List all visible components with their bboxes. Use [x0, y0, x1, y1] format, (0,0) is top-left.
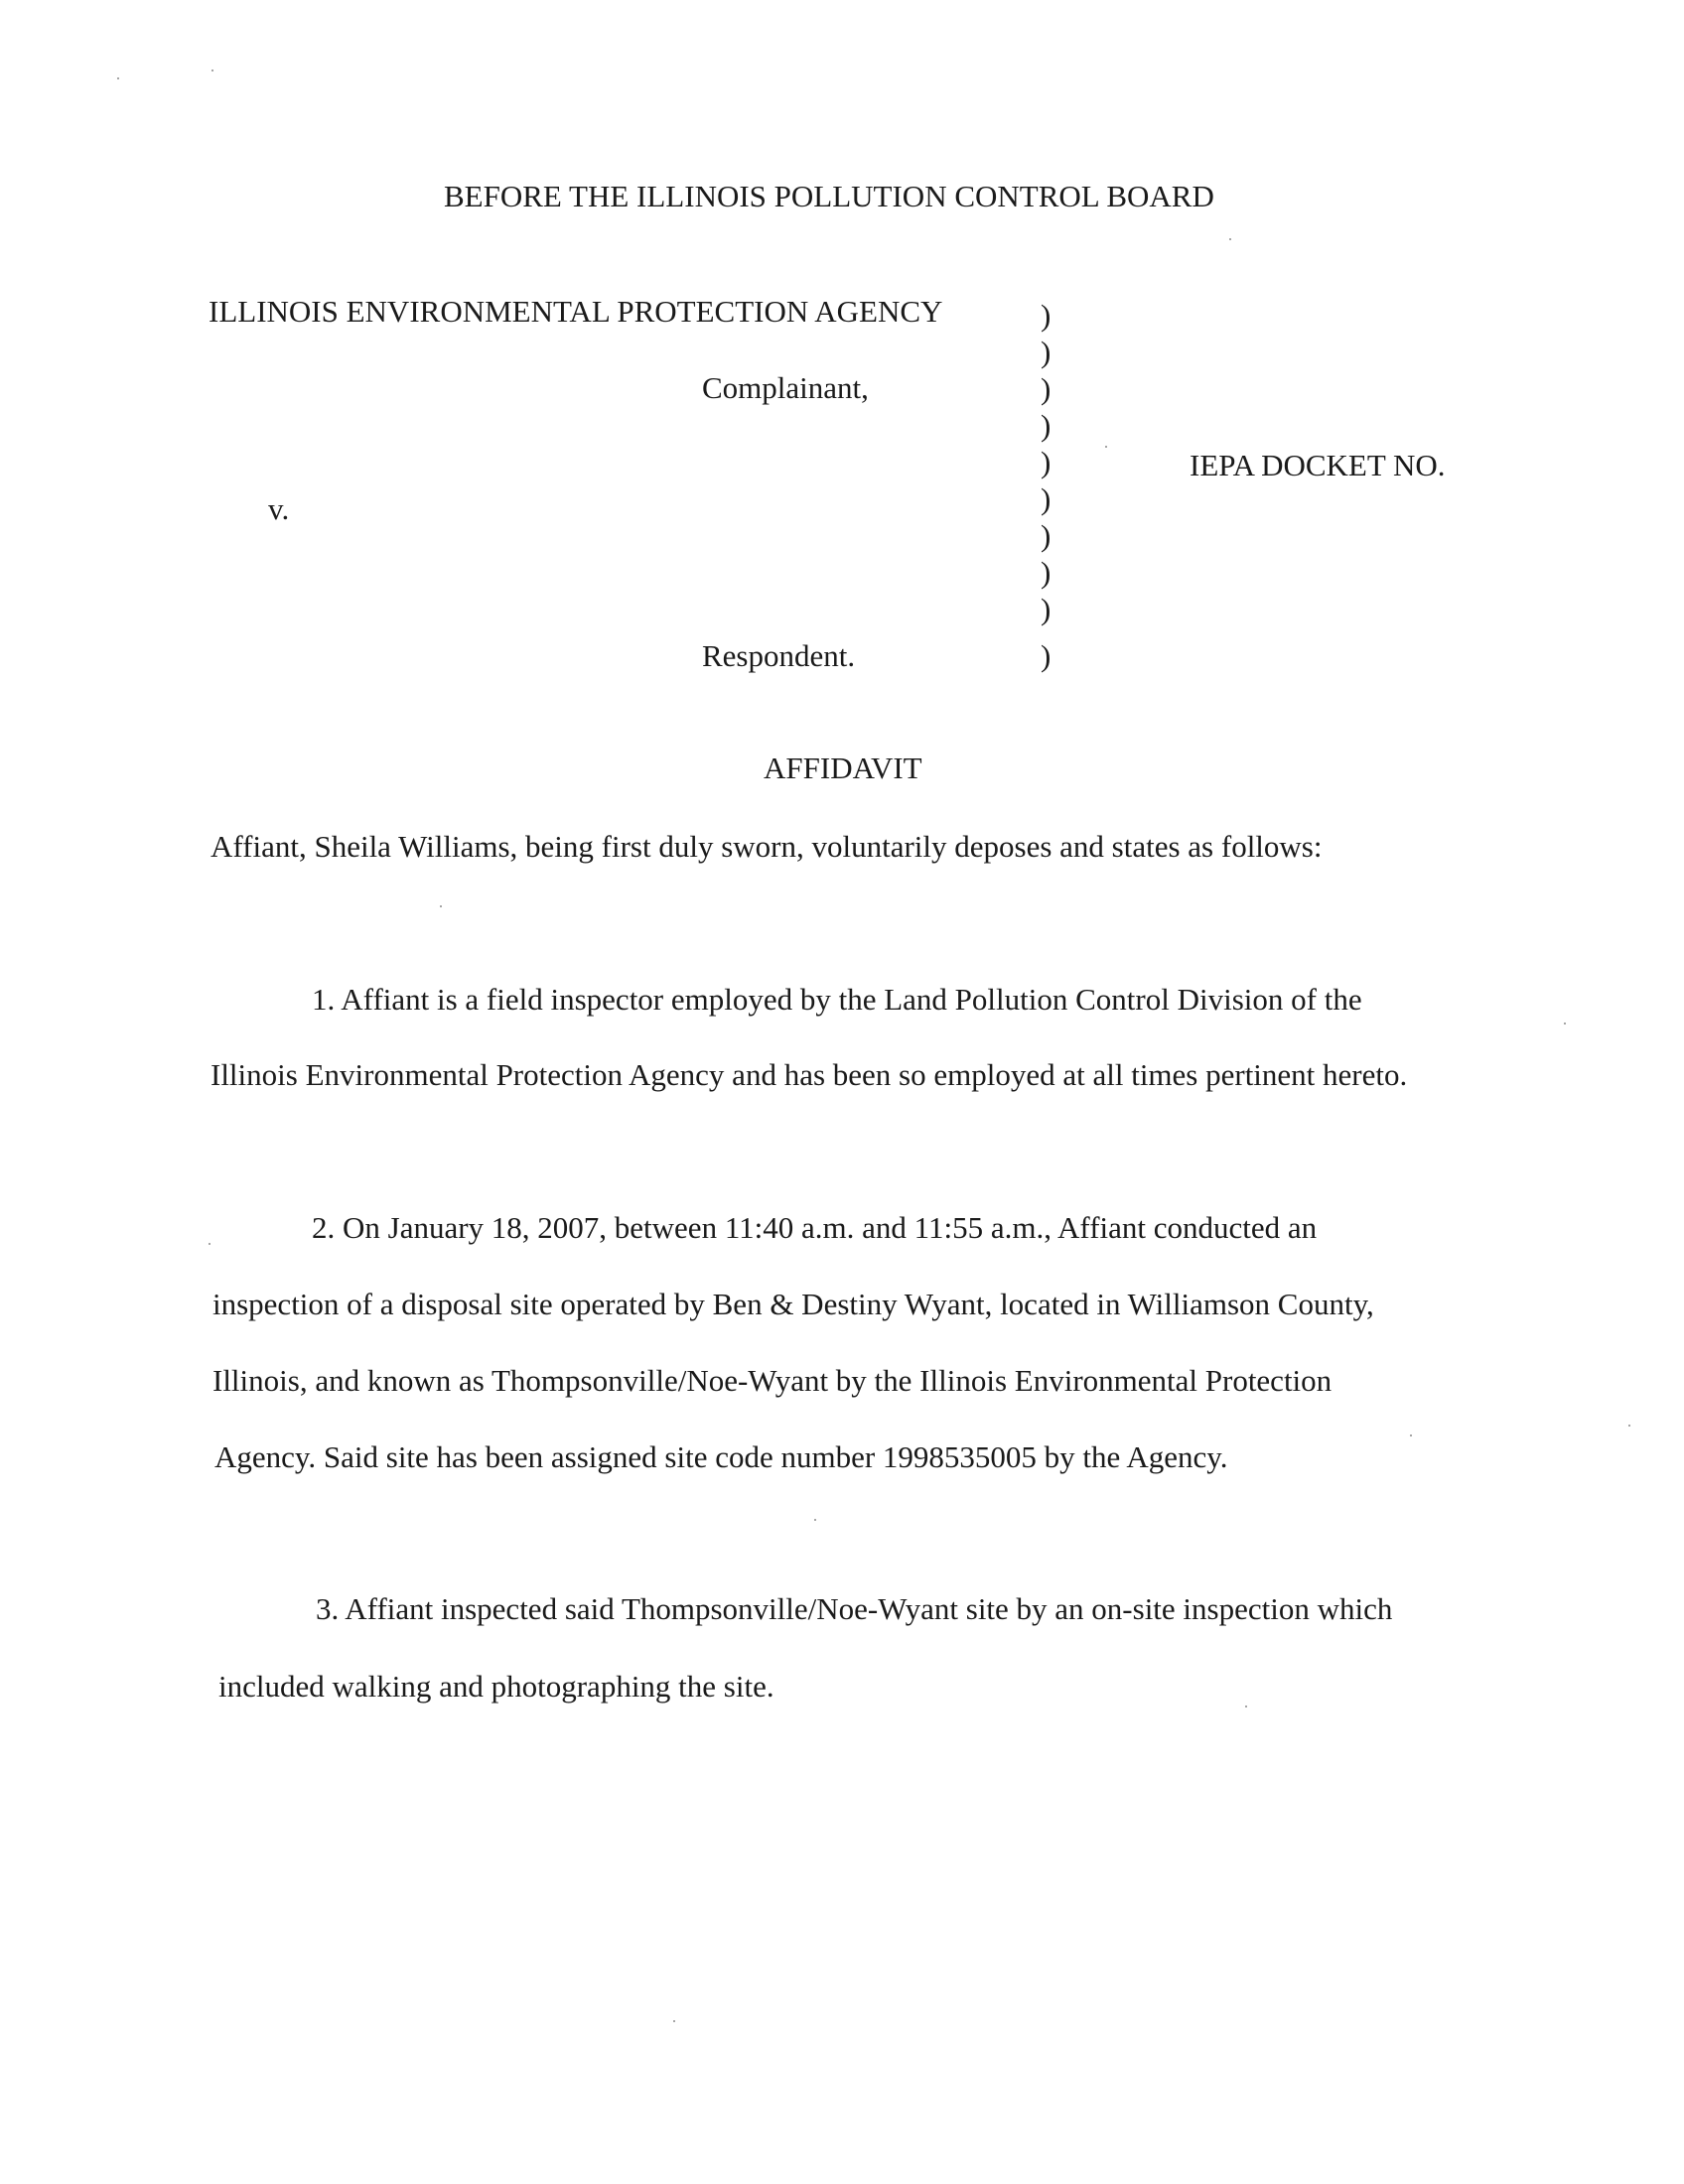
paragraph-1-line: Illinois Environmental Protection Agency and has been so employed at all times pertinent hereto.	[210, 1057, 1408, 1092]
caption-paren: )	[1041, 371, 1052, 406]
document-heading: BEFORE THE ILLINOIS POLLUTION CONTROL BOARD	[444, 179, 1214, 213]
scan-speck	[209, 1243, 210, 1245]
scan-speck	[1410, 1434, 1412, 1436]
paragraph-2-line: Illinois, and known as Thompsonville/Noe-Wyant by the Illinois Environmental Protection	[212, 1363, 1333, 1398]
caption-paren: )	[1041, 638, 1052, 673]
caption-paren: )	[1041, 592, 1052, 626]
scan-speck	[1564, 1023, 1566, 1024]
paragraph-2-line: 2. On January 18, 2007, between 11:40 a.m. and 11:55 a.m., Affiant conducted an	[312, 1210, 1318, 1245]
complainant-role: Complainant,	[702, 370, 869, 405]
scan-speck	[673, 2020, 675, 2022]
scan-speck	[1628, 1425, 1630, 1427]
affidavit-title: AFFIDAVIT	[764, 751, 922, 785]
docket-label: IEPA DOCKET NO.	[1190, 448, 1446, 482]
paragraph-2-line: inspection of a disposal site operated by Ben & Destiny Wyant, located in Williamson County,	[212, 1287, 1374, 1321]
scan-speck	[1105, 446, 1107, 448]
scan-speck	[1229, 238, 1231, 240]
paragraph-3-line: included walking and photographing the site.	[218, 1669, 774, 1704]
scan-speck	[440, 905, 442, 907]
intro-statement: Affiant, Sheila Williams, being first duly sworn, voluntarily deposes and states as follows:	[210, 829, 1323, 864]
versus-label: v.	[268, 491, 290, 526]
caption-paren: )	[1041, 555, 1052, 590]
caption-paren: )	[1041, 445, 1052, 479]
caption-paren: )	[1041, 518, 1052, 553]
complainant-name: ILLINOIS ENVIRONMENTAL PROTECTION AGENCY	[209, 294, 943, 329]
caption-paren: )	[1041, 408, 1052, 443]
paragraph-3-line: 3. Affiant inspected said Thompsonville/Noe-Wyant site by an on-site inspection which	[316, 1591, 1393, 1626]
caption-paren: )	[1041, 298, 1052, 333]
scan-speck	[814, 1519, 816, 1521]
scan-speck	[1245, 1706, 1247, 1707]
caption-paren: )	[1041, 335, 1052, 369]
paragraph-2-line: Agency. Said site has been assigned site code number 1998535005 by the Agency.	[214, 1439, 1228, 1474]
scan-speck	[211, 69, 213, 71]
respondent-role: Respondent.	[702, 638, 856, 673]
paragraph-1-line: 1. Affiant is a field inspector employed by the Land Pollution Control Division of the	[312, 982, 1362, 1017]
scan-speck	[117, 77, 119, 79]
caption-paren: )	[1041, 481, 1052, 516]
